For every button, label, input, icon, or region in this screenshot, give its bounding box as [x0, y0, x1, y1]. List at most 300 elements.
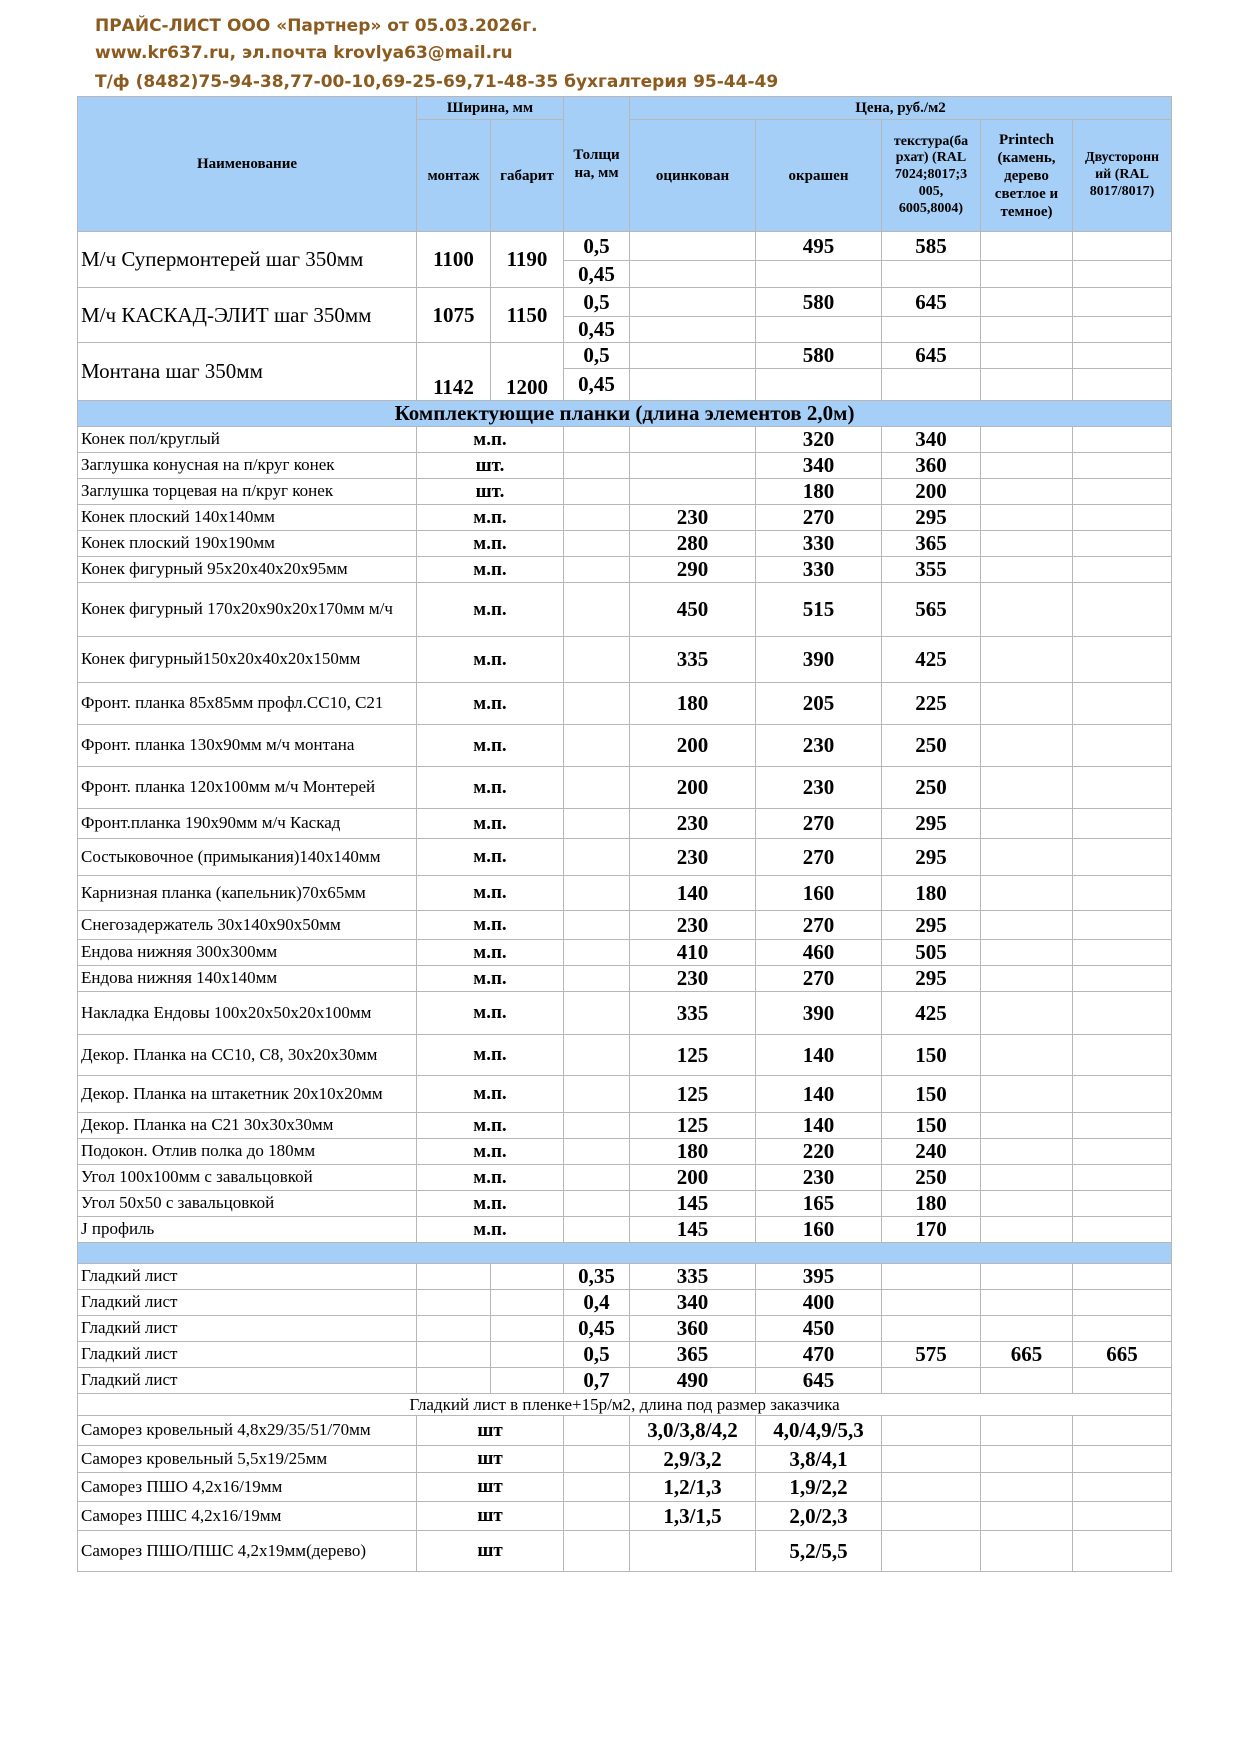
price-double — [1073, 343, 1172, 369]
price-double — [1073, 427, 1172, 453]
price-texture: 340 — [882, 427, 981, 453]
price-texture — [882, 1290, 981, 1316]
unit: м.п. — [417, 839, 564, 876]
col-header-name: Наименование — [78, 97, 417, 232]
price-galvanized: 125 — [630, 1035, 756, 1076]
price-printech — [981, 1217, 1073, 1243]
price-printech — [981, 317, 1073, 343]
product-name: Гладкий лист — [78, 1264, 417, 1290]
price-painted: 395 — [756, 1264, 882, 1290]
price-galvanized: 365 — [630, 1342, 756, 1368]
product-name: Саморез кровельный 5,5х19/25мм — [78, 1446, 417, 1473]
unit: шт — [417, 1473, 564, 1502]
price-painted — [756, 261, 882, 288]
product-name: Накладка Ендовы 100х20х50х20х100мм — [78, 992, 417, 1035]
price-galvanized: 1,3/1,5 — [630, 1502, 756, 1531]
price-double — [1073, 1446, 1172, 1473]
price-galvanized: 3,0/3,8/4,2 — [630, 1416, 756, 1446]
price-double — [1073, 1191, 1172, 1217]
price-galvanized: 145 — [630, 1191, 756, 1217]
accessory-row — [78, 940, 1172, 966]
product-name: Фронт. планка 120х100мм м/ч Монтерей — [78, 767, 417, 809]
price-painted: 270 — [756, 809, 882, 839]
col-header-texture: текстура(ба рхат) (RAL 7024;8017;3 005, 6005,8004) — [882, 120, 981, 232]
separator — [78, 1243, 1172, 1264]
thickness — [564, 557, 630, 583]
price-galvanized: 335 — [630, 992, 756, 1035]
product-name: Саморез ПШС 4,2х16/19мм — [78, 1502, 417, 1531]
thickness: 0,7 — [564, 1368, 630, 1394]
price-galvanized: 230 — [630, 966, 756, 992]
contacts-phones: Т/ф (8482)75-94-38,77-00-10,69-25-69,71-48-35 бухгалтерия 95-44-49 — [95, 72, 779, 92]
unit: м.п. — [417, 505, 564, 531]
screw-row — [78, 1416, 1172, 1446]
product-name: Саморез кровельный 4,8х29/35/51/70мм — [78, 1416, 417, 1446]
product-name: Декор. Планка на С21 30х30х30мм — [78, 1113, 417, 1139]
unit: шт — [417, 1502, 564, 1531]
screw-row — [78, 1531, 1172, 1572]
price-texture — [882, 369, 981, 401]
product-name: Фронт.планка 190х90мм м/ч Каскад — [78, 809, 417, 839]
price-galvanized: 2,9/3,2 — [630, 1446, 756, 1473]
price-double — [1073, 1264, 1172, 1290]
price-printech — [981, 343, 1073, 369]
thickness — [564, 839, 630, 876]
price-double — [1073, 531, 1172, 557]
price-double — [1073, 911, 1172, 940]
sheet-row — [78, 1290, 1172, 1316]
product-name: Монтана шаг 350мм — [78, 343, 417, 401]
price-painted: 400 — [756, 1290, 882, 1316]
thickness: 0,45 — [564, 261, 630, 288]
price-double — [1073, 317, 1172, 343]
price-printech — [981, 505, 1073, 531]
price-texture: 150 — [882, 1035, 981, 1076]
price-double — [1073, 637, 1172, 683]
unit: м.п. — [417, 1113, 564, 1139]
price-painted: 1,9/2,2 — [756, 1473, 882, 1502]
price-printech — [981, 288, 1073, 317]
width-overall — [491, 1290, 564, 1316]
col-header-printech: Printech (камень, дерево светлое и темное) — [981, 120, 1073, 232]
product-name: Снегозадержатель 30х140х90х50мм — [78, 911, 417, 940]
price-galvanized: 280 — [630, 531, 756, 557]
product-name: Карнизная планка (капельник)70х65мм — [78, 876, 417, 911]
price-printech — [981, 1113, 1073, 1139]
unit: м.п. — [417, 1217, 564, 1243]
unit: м.п. — [417, 940, 564, 966]
price-double — [1073, 1076, 1172, 1113]
price-texture: 225 — [882, 683, 981, 725]
width-overall: 1150 — [491, 288, 564, 343]
width-mount — [417, 1342, 491, 1368]
width-overall — [491, 1264, 564, 1290]
product-name: М/ч КАСКАД-ЭЛИТ шаг 350мм — [78, 288, 417, 343]
unit: шт — [417, 1416, 564, 1446]
price-printech — [981, 683, 1073, 725]
price-texture: 295 — [882, 839, 981, 876]
price-painted: 270 — [756, 505, 882, 531]
thickness — [564, 583, 630, 637]
unit: м.п. — [417, 637, 564, 683]
width-mount: 1075 — [417, 288, 491, 343]
price-painted: 270 — [756, 839, 882, 876]
thickness — [564, 1113, 630, 1139]
price-texture: 180 — [882, 876, 981, 911]
price-texture — [882, 261, 981, 288]
width-mount — [417, 1316, 491, 1342]
price-painted: 515 — [756, 583, 882, 637]
thickness — [564, 876, 630, 911]
price-galvanized — [630, 288, 756, 317]
thickness: 0,5 — [564, 288, 630, 317]
price-galvanized: 230 — [630, 809, 756, 839]
price-painted: 450 — [756, 1316, 882, 1342]
price-double — [1073, 725, 1172, 767]
price-printech — [981, 1316, 1073, 1342]
price-painted: 330 — [756, 557, 882, 583]
thickness: 0,45 — [564, 369, 630, 401]
price-double — [1073, 288, 1172, 317]
accessory-row — [78, 453, 1172, 479]
price-printech — [981, 839, 1073, 876]
unit: м.п. — [417, 427, 564, 453]
width-overall — [491, 1342, 564, 1368]
price-printech — [981, 876, 1073, 911]
price-double — [1073, 261, 1172, 288]
price-galvanized — [630, 232, 756, 261]
price-double — [1073, 583, 1172, 637]
accessory-row — [78, 809, 1172, 839]
product-name: Конек фигурный150х20х40х20х150мм — [78, 637, 417, 683]
price-texture — [882, 317, 981, 343]
price-galvanized — [630, 369, 756, 401]
product-name: Гладкий лист — [78, 1290, 417, 1316]
price-printech — [981, 1264, 1073, 1290]
price-double — [1073, 876, 1172, 911]
unit: м.п. — [417, 809, 564, 839]
width-mount — [417, 1264, 491, 1290]
thickness — [564, 940, 630, 966]
thickness — [564, 1217, 630, 1243]
thickness: 0,45 — [564, 1316, 630, 1342]
col-header-mount: монтаж — [417, 120, 491, 232]
thickness — [564, 453, 630, 479]
price-painted: 180 — [756, 479, 882, 505]
price-galvanized — [630, 427, 756, 453]
price-double — [1073, 1217, 1172, 1243]
price-texture: 565 — [882, 583, 981, 637]
unit: м.п. — [417, 767, 564, 809]
accessory-row — [78, 1035, 1172, 1076]
price-painted: 220 — [756, 1139, 882, 1165]
product-name: Угол 100х100мм с завальцовкой — [78, 1165, 417, 1191]
accessory-row — [78, 557, 1172, 583]
price-double: 665 — [1073, 1342, 1172, 1368]
price-double — [1073, 369, 1172, 401]
price-galvanized: 200 — [630, 1165, 756, 1191]
price-texture: 360 — [882, 453, 981, 479]
product-name: Декор. Планка на СС10, С8, 30х20х30мм — [78, 1035, 417, 1076]
width-overall: 1200 — [491, 343, 564, 401]
price-painted: 205 — [756, 683, 882, 725]
product-name: Конек плоский 190х190мм — [78, 531, 417, 557]
price-printech — [981, 583, 1073, 637]
thickness — [564, 1502, 630, 1531]
unit: м.п. — [417, 583, 564, 637]
width-overall: 1190 — [491, 232, 564, 288]
unit: м.п. — [417, 1139, 564, 1165]
accessory-row — [78, 1139, 1172, 1165]
col-header-overall: габарит — [491, 120, 564, 232]
thickness — [564, 992, 630, 1035]
price-double — [1073, 992, 1172, 1035]
accessory-row — [78, 839, 1172, 876]
unit: м.п. — [417, 1165, 564, 1191]
accessory-row — [78, 1191, 1172, 1217]
price-galvanized — [630, 1531, 756, 1572]
price-double — [1073, 1416, 1172, 1446]
price-texture: 240 — [882, 1139, 981, 1165]
price-painted: 140 — [756, 1035, 882, 1076]
price-texture: 575 — [882, 1342, 981, 1368]
product-name: Конек фигурный 95х20х40х20х95мм — [78, 557, 417, 583]
price-printech — [981, 911, 1073, 940]
accessory-row — [78, 911, 1172, 940]
price-texture: 250 — [882, 1165, 981, 1191]
product-name: Конек плоский 140х140мм — [78, 505, 417, 531]
price-painted: 140 — [756, 1076, 882, 1113]
accessory-row — [78, 1113, 1172, 1139]
thickness: 0,4 — [564, 1290, 630, 1316]
width-overall — [491, 1368, 564, 1394]
thickness — [564, 767, 630, 809]
price-painted: 645 — [756, 1368, 882, 1394]
accessory-row — [78, 966, 1172, 992]
price-printech — [981, 232, 1073, 261]
price-galvanized: 140 — [630, 876, 756, 911]
accessory-row — [78, 1076, 1172, 1113]
price-galvanized — [630, 479, 756, 505]
thickness — [564, 479, 630, 505]
col-header-thickness: Толщи на, мм — [564, 97, 630, 232]
price-galvanized: 335 — [630, 637, 756, 683]
price-galvanized: 125 — [630, 1113, 756, 1139]
price-texture: 170 — [882, 1217, 981, 1243]
thickness — [564, 1191, 630, 1217]
col-header-galvanized: оцинкован — [630, 120, 756, 232]
price-texture: 250 — [882, 725, 981, 767]
price-double — [1073, 1473, 1172, 1502]
width-mount: 1142 — [417, 343, 491, 401]
price-printech — [981, 261, 1073, 288]
price-texture: 295 — [882, 911, 981, 940]
thickness — [564, 725, 630, 767]
price-printech — [981, 427, 1073, 453]
price-double — [1073, 809, 1172, 839]
price-galvanized — [630, 453, 756, 479]
price-texture — [882, 1502, 981, 1531]
price-galvanized: 230 — [630, 911, 756, 940]
thickness — [564, 1446, 630, 1473]
price-double — [1073, 839, 1172, 876]
price-double — [1073, 232, 1172, 261]
thickness: 0,5 — [564, 1342, 630, 1368]
accessory-row — [78, 427, 1172, 453]
price-painted: 320 — [756, 427, 882, 453]
col-header-width: Ширина, мм — [417, 97, 564, 120]
price-printech: 665 — [981, 1342, 1073, 1368]
price-painted: 460 — [756, 940, 882, 966]
price-double — [1073, 453, 1172, 479]
tile-row — [78, 343, 1172, 369]
thickness — [564, 966, 630, 992]
sheet-note: Гладкий лист в пленке+15р/м2, длина под размер заказчика — [78, 1394, 1172, 1416]
price-galvanized: 360 — [630, 1316, 756, 1342]
price-texture: 150 — [882, 1076, 981, 1113]
price-painted: 390 — [756, 637, 882, 683]
product-name: Гладкий лист — [78, 1368, 417, 1394]
unit: м.п. — [417, 992, 564, 1035]
unit: м.п. — [417, 876, 564, 911]
price-painted — [756, 369, 882, 401]
product-name: Заглушка конусная на п/круг конек — [78, 453, 417, 479]
price-texture: 180 — [882, 1191, 981, 1217]
section-heading-row — [78, 401, 1172, 427]
thickness — [564, 1165, 630, 1191]
price-printech — [981, 1290, 1073, 1316]
sheet-row — [78, 1316, 1172, 1342]
width-mount — [417, 1368, 491, 1394]
price-double — [1073, 1316, 1172, 1342]
price-galvanized: 200 — [630, 725, 756, 767]
thickness — [564, 683, 630, 725]
screw-row — [78, 1502, 1172, 1531]
price-texture: 585 — [882, 232, 981, 261]
price-galvanized: 180 — [630, 1139, 756, 1165]
price-painted: 340 — [756, 453, 882, 479]
thickness — [564, 427, 630, 453]
unit: м.п. — [417, 1076, 564, 1113]
price-painted: 270 — [756, 966, 882, 992]
note-row — [78, 1394, 1172, 1416]
price-double — [1073, 940, 1172, 966]
price-galvanized: 1,2/1,3 — [630, 1473, 756, 1502]
price-texture: 250 — [882, 767, 981, 809]
price-painted: 270 — [756, 911, 882, 940]
price-galvanized — [630, 343, 756, 369]
price-texture — [882, 1473, 981, 1502]
price-painted: 580 — [756, 288, 882, 317]
price-painted — [756, 317, 882, 343]
col-header-painted: окрашен — [756, 120, 882, 232]
price-double — [1073, 505, 1172, 531]
price-double — [1073, 1113, 1172, 1139]
product-name: Фронт. планка 130х90мм м/ч монтана — [78, 725, 417, 767]
price-painted: 330 — [756, 531, 882, 557]
price-texture: 150 — [882, 1113, 981, 1139]
accessory-row — [78, 1217, 1172, 1243]
unit: шт — [417, 1446, 564, 1473]
price-galvanized: 200 — [630, 767, 756, 809]
price-printech — [981, 1165, 1073, 1191]
width-mount — [417, 1290, 491, 1316]
price-printech — [981, 992, 1073, 1035]
price-printech — [981, 369, 1073, 401]
accessory-row — [78, 505, 1172, 531]
price-texture — [882, 1316, 981, 1342]
unit: м.п. — [417, 1191, 564, 1217]
section-title: Комплектующие планки (длина элементов 2,0м) — [78, 401, 1172, 427]
price-galvanized — [630, 317, 756, 343]
product-name: Саморез ПШО/ПШС 4,2х19мм(дерево) — [78, 1531, 417, 1572]
price-printech — [981, 1191, 1073, 1217]
thickness — [564, 637, 630, 683]
col-header-price: Цена, руб./м2 — [630, 97, 1172, 120]
accessory-row — [78, 725, 1172, 767]
price-galvanized: 410 — [630, 940, 756, 966]
price-table — [77, 96, 1172, 1572]
accessory-row — [78, 683, 1172, 725]
price-galvanized: 490 — [630, 1368, 756, 1394]
price-printech — [981, 1076, 1073, 1113]
unit: м.п. — [417, 725, 564, 767]
price-printech — [981, 1368, 1073, 1394]
price-printech — [981, 1035, 1073, 1076]
thickness — [564, 1473, 630, 1502]
product-name: М/ч Супермонтерей шаг 350мм — [78, 232, 417, 288]
accessory-row — [78, 531, 1172, 557]
price-painted: 470 — [756, 1342, 882, 1368]
accessory-row — [78, 767, 1172, 809]
price-printech — [981, 1502, 1073, 1531]
price-double — [1073, 1531, 1172, 1572]
price-printech — [981, 767, 1073, 809]
price-double — [1073, 1035, 1172, 1076]
price-painted: 230 — [756, 767, 882, 809]
price-printech — [981, 966, 1073, 992]
thickness: 0,35 — [564, 1264, 630, 1290]
price-double — [1073, 767, 1172, 809]
product-name: Гладкий лист — [78, 1316, 417, 1342]
width-overall — [491, 1316, 564, 1342]
price-painted: 230 — [756, 725, 882, 767]
product-name: Заглушка торцевая на п/круг конек — [78, 479, 417, 505]
width-mount: 1100 — [417, 232, 491, 288]
thickness — [564, 1035, 630, 1076]
unit: м.п. — [417, 683, 564, 725]
price-texture: 365 — [882, 531, 981, 557]
unit: м.п. — [417, 966, 564, 992]
product-name: Подокон. Отлив полка до 180мм — [78, 1139, 417, 1165]
price-galvanized: 290 — [630, 557, 756, 583]
thickness — [564, 531, 630, 557]
price-printech — [981, 725, 1073, 767]
product-name: Состыковочное (примыкания)140х140мм — [78, 839, 417, 876]
screw-row — [78, 1473, 1172, 1502]
price-texture: 200 — [882, 479, 981, 505]
sheet-row — [78, 1342, 1172, 1368]
price-painted: 495 — [756, 232, 882, 261]
separator-row — [78, 1243, 1172, 1264]
price-printech — [981, 531, 1073, 557]
price-galvanized: 335 — [630, 1264, 756, 1290]
accessory-row — [78, 479, 1172, 505]
price-texture: 505 — [882, 940, 981, 966]
price-printech — [981, 1473, 1073, 1502]
thickness: 0,45 — [564, 317, 630, 343]
price-printech — [981, 1446, 1073, 1473]
